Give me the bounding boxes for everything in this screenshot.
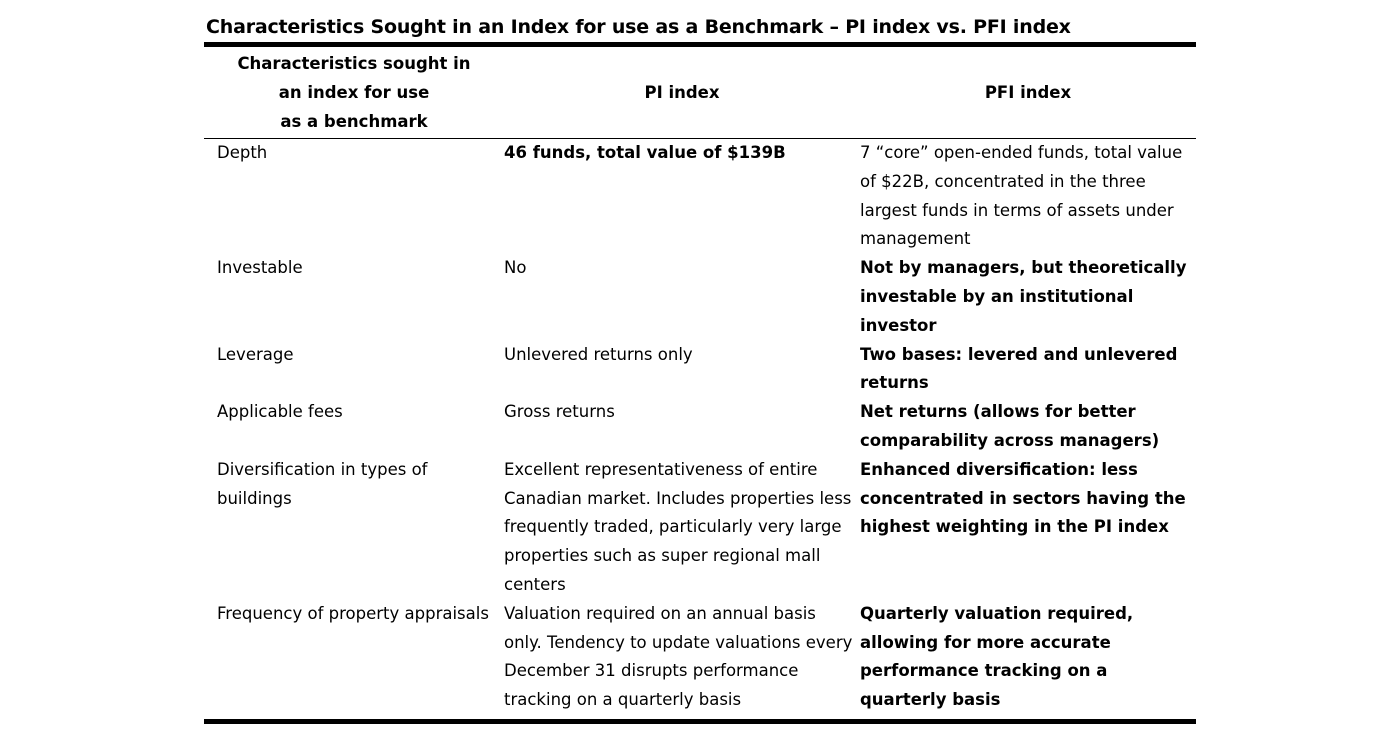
table-row [204,341,1196,399]
cell-pi: Excellent representativeness of entire Canadian market. Includes properties less frequently traded, particularly very large properties such as super regional mall centers [504,459,852,594]
table-title: Characteristics Sought in an Index for use as a Benchmark – PI index vs. PFI index [206,16,1071,38]
cell-pfi: Net returns (allows for better comparability across managers) [860,402,1160,450]
cell-pfi: Two bases: levered and unlevered returns [860,344,1178,393]
table-row [204,456,1196,600]
cell-pi: No [504,258,527,278]
table-row [204,139,1196,254]
document [204,14,1196,724]
cell-pfi: Quarterly valuation required, allowing for more accurate performance tracking on a quarterly basis [860,603,1134,710]
cell-pi: Unlevered returns only [504,344,693,364]
header-pfi-index: PFI index [984,83,1072,102]
cell-pfi: Not by managers, but theoretically investable by an institutional investor [860,258,1187,335]
cell-characteristic: Frequency of property appraisals [217,603,489,623]
cell-pi: Gross returns [504,402,615,422]
cell-characteristic: Diversification in types of buildings [217,459,428,508]
table-row [204,254,1196,340]
cell-pfi: Enhanced diversification: less concentrated in sectors having the highest weighting in the PI index [860,459,1186,537]
table-row [204,600,1196,715]
cell-characteristic: Depth [217,143,268,162]
cell-pfi: 7 “core” open-ended funds, total value of $22B, concentrated in the three largest funds in terms of assets under management [860,143,1183,249]
comparison-table [204,47,1196,138]
header-characteristics-line-3: as a benchmark [280,112,428,131]
header-characteristics [204,47,504,138]
header-row [204,47,1196,138]
cell-pi: Valuation required on an annual basis only. Tendency to update valuations every December 31 disrupts performance tracking on a quarterly basis [504,603,853,710]
bottom-rule [204,719,1196,724]
comparison-table-body [204,139,1196,715]
cell-characteristic: Investable [217,258,303,278]
header-characteristics-line-2: an index for use [278,83,430,102]
cell-pi: 46 funds, total value of $139B [504,143,786,162]
header-characteristics-line-1: Characteristics sought in [237,54,471,73]
table-row [204,398,1196,456]
header-pi-index: PI index [644,83,720,102]
cell-characteristic: Applicable fees [217,402,343,422]
table-header [204,47,1196,138]
cell-characteristic: Leverage [217,344,294,364]
